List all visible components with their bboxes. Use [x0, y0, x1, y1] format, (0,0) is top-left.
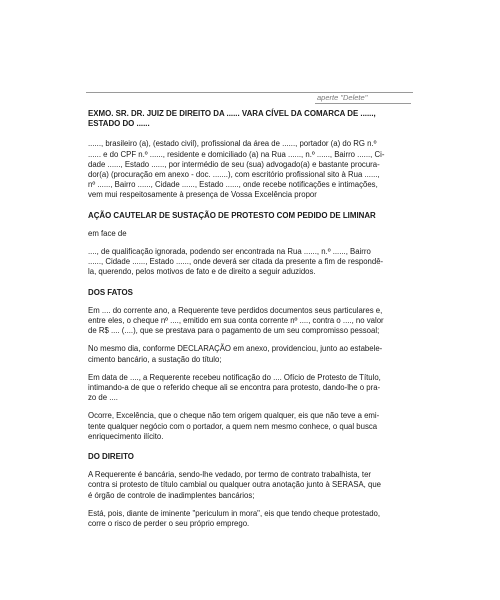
plaintiff-qualification: ......, brasileiro (a), (estado civil), profissional da área de ......, portador (a) do RG n.º ...... e do CPF n.º ......, residente e domiciliado (a) na Rua ......, n.º ......, Bairro ......, Ci- dade ......, Estado ......, por intermédio de seu (sua) advogado(a) e bastante procura- dor(a) (procuração em anexo - doc. .......), com escritório profissional sito à Rua ......, nº ......, Bairro ......, Cidade ......, Estado ......, onde recebe notificações e intimações, vem mui respeitosamente à presença de Vossa Excelência propor: [88, 139, 385, 200]
facts-paragraph-3: Em data de ...., a Requerente recebeu notificação do .... Ofício de Protesto de Título, intimando-a de que o referido cheque ali se encontra para protesto, dando-lhe o pra- zo de ....: [88, 372, 381, 403]
against-text: em face de: [88, 228, 127, 238]
law-paragraph-2: Está, pois, diante de iminente "periculum in mora", eis que tendo cheque protestado, corre o risco de perder o seu próprio emprego.: [88, 508, 381, 529]
court-address: EXMO. SR. DR. JUIZ DE DIREITO DA ...... VARA CÍVEL DA COMARCA DE ......, ESTADO DO ......: [88, 109, 376, 129]
facts-paragraph-1: Em .... do corrente ano, a Requerente teve perdidos documentos seus particulares e, entre eles, o cheque nº ...., emitido em sua conta corrente nº ...., contra o ...., no valor de R$ .... (....), que se prestava para o pagamento de um seu compromisso pessoal;: [88, 305, 384, 336]
facts-heading: DOS FATOS: [88, 287, 133, 297]
facts-paragraph-4: Ocorre, Excelência, que o cheque não tem origem qualquer, eis que não teve a emi- tente qualquer negócio com o portador, a quem nem mesmo conhece, o qual busca enriquecimento ilícito.: [88, 411, 380, 441]
law-paragraph-1: A Requerente é bancária, sendo-lhe vedado, por termo de contrato trabalhista, ter contra si protesto de título cambial ou qualquer outra anotação junto à SERASA, que é órgão de controle de inadimplentes bancários;: [88, 470, 382, 500]
action-title: AÇÃO CAUTELAR DE SUSTAÇÃO DE PROTESTO COM PEDIDO DE LIMINAR: [88, 210, 376, 220]
defendant-qualification: ...., de qualificação ignorada, podendo ser encontrada na Rua ......, n.º ......, Bairro ......, Cidade ......, Estado ......, onde deverá ser citada da presente a fim de respondê- la, querendo, pelos motivos de fato e de direito a seguir aduzidos.: [88, 247, 384, 277]
document-body: [88, 109, 413, 529]
law-heading: DO DIREITO: [88, 452, 134, 462]
facts-paragraph-2: No mesmo dia, conforme DECLARAÇÃO em anexo, providenciou, junto ao estabele- cimento bancário, a sustação do título;: [88, 344, 383, 364]
delete-hint: aperte "Delete": [315, 93, 411, 104]
